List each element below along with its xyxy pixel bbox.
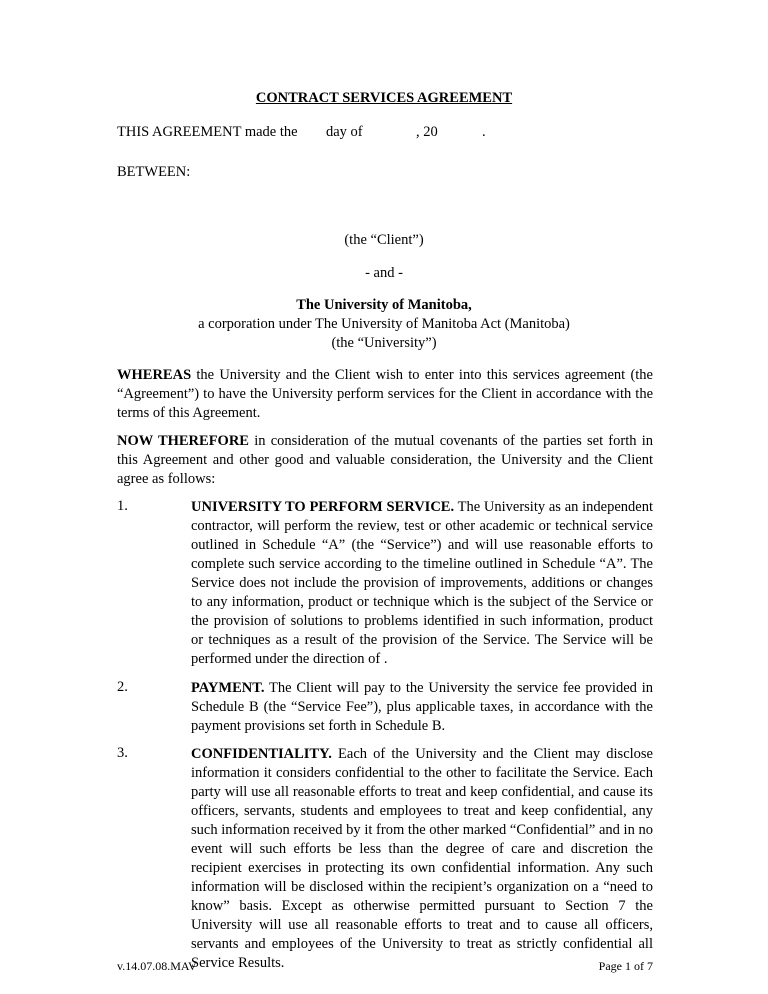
section-2 [191, 679, 653, 736]
section-3 [191, 745, 653, 973]
university-name: The University of Manitoba, [296, 297, 472, 313]
document-title: CONTRACT SERVICES AGREEMENT [255, 90, 513, 106]
client-label: (the “Client”) [344, 232, 424, 248]
agreement-line-end: . [482, 124, 486, 140]
section-3-heading: CONFIDENTIALITY. [191, 746, 332, 762]
whereas-paragraph [117, 366, 653, 423]
now-therefore-paragraph [117, 432, 653, 489]
now-therefore-text: in consideration of the mutual covenants of the parties set forth in this Agreement and other good and valuable consideration, the University and the Client agree as follows: [117, 433, 653, 487]
section-3-text: Each of the University and the Client may disclose information it considers confidential to the other to facilitate the Service. Each party will use all reasonable efforts to treat and keep confidential, and cause its officers, servants, students and employees to treat and keep confidential, any such information received by it from the other marked “Confidential” and in no event will such efforts be less than the degree of care and discretion the recipient exercises in protecting its own confidential information. Any such information will be disclosed within the recipient’s organization on a “need to know” basis. Except as otherwise permitted pursuant to Section 7 the University will use all reasonable efforts to treat and to cause all officers, servants and employees of the University to treat as strictly confidential all Service Results. [191, 746, 653, 971]
university-desc: a corporation under The University of Manitoba Act (Manitoba) [198, 316, 570, 332]
section-2-heading: PAYMENT. [191, 680, 265, 696]
section-1-heading: UNIVERSITY TO PERFORM SERVICE. [191, 499, 455, 515]
footer-page-number: Page 1 of 7 [598, 959, 653, 973]
agreement-line-year: , 20 [416, 124, 438, 140]
whereas-lead: WHEREAS [117, 367, 192, 383]
university-label: (the “University”) [331, 335, 437, 351]
agreement-line-prefix: THIS AGREEMENT made the [117, 124, 298, 140]
section-1-text: The University as an independent contractor, will perform the review, test or other academic or technical service outlined in Schedule “A” (the “Service”) and will use reasonable efforts to complete such service according to the timeline outlined in Schedule “A”. The Service does not include the provision of improvements, additions or changes to any information, product or technique which is the subject of the Service or the provision of solutions to problems identified in such information, product or techniques as a result of the provision of the Service. The Service will be performed under the direction of . [191, 499, 654, 667]
section-1-number: 1. [117, 498, 128, 514]
section-2-number: 2. [117, 679, 128, 695]
whereas-text: the University and the Client wish to enter into this services agreement (the “Agreement”) to have the University perform services for the Client in accordance with the terms of this Agreement. [117, 367, 653, 421]
section-2-text: The Client will pay to the University the service fee provided in Schedule B (the “Service Fee”), plus applicable taxes, in accordance with the payment provisions set forth in Schedule B. [191, 680, 653, 734]
footer-version: v.14.07.08.MAV [117, 959, 197, 973]
section-1 [191, 498, 653, 669]
now-therefore-lead: NOW THEREFORE [117, 433, 249, 449]
and-label: - and - [365, 265, 403, 281]
agreement-line-day-of: day of [326, 124, 363, 140]
section-3-number: 3. [117, 745, 128, 761]
between-label: BETWEEN: [117, 164, 191, 180]
